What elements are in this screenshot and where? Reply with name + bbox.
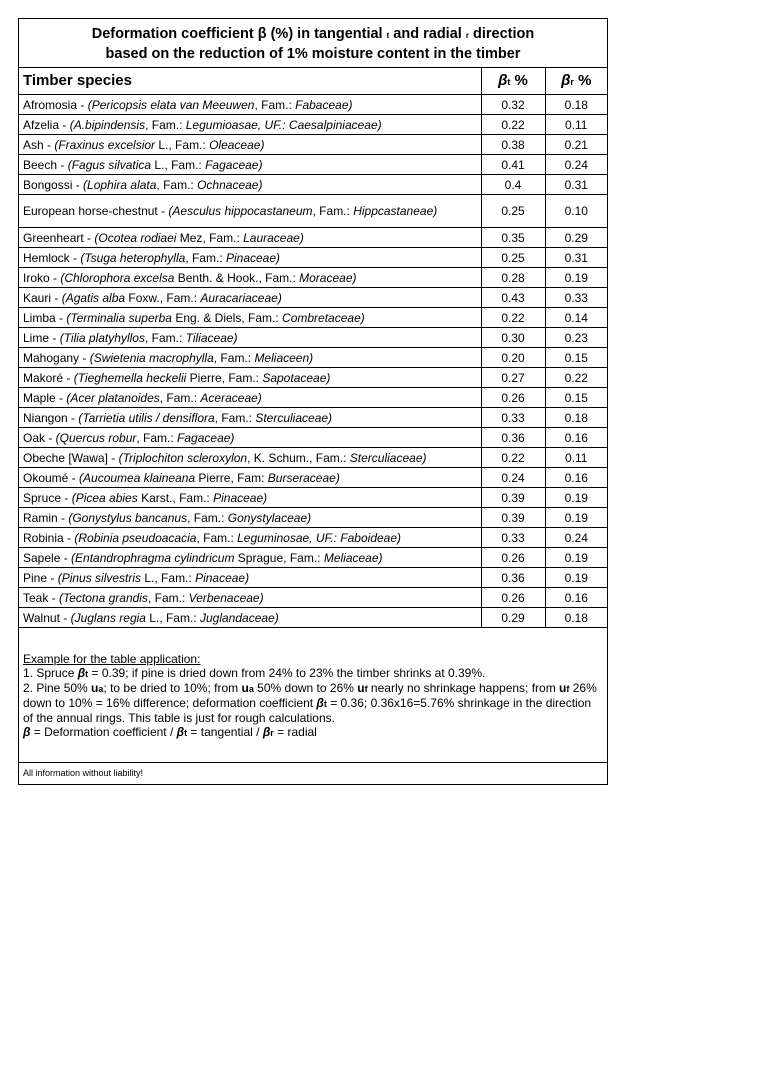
beta-r-cell: 0.24 (545, 155, 607, 175)
beta-r-cell: 0.16 (545, 428, 607, 448)
example-section (19, 628, 607, 763)
species-cell: Beech - (Fagus silvatica L., Fam.: Fagaceae) (19, 155, 481, 175)
species-cell: Bongossi - (Lophira alata, Fam.: Ochnaceae) (19, 175, 481, 195)
beta-t-cell: 0.4 (481, 175, 545, 195)
species-cell: Teak - (Tectona grandis, Fam.: Verbenaceae) (19, 588, 481, 608)
beta-r-cell: 0.19 (545, 548, 607, 568)
table-row (19, 468, 607, 488)
beta-r-cell: 0.23 (545, 328, 607, 348)
example-line-1: 1. Spruce βt = 0.39; if pine is dried down from 24% to 23% the timber shrinks at 0.39%. (23, 666, 486, 680)
table-row (19, 175, 607, 195)
beta-t-cell: 0.25 (481, 248, 545, 268)
table-title (19, 19, 607, 68)
beta-t-cell: 0.20 (481, 348, 545, 368)
beta-r-cell: 0.18 (545, 95, 607, 115)
species-cell: Mahogany - (Swietenia macrophylla, Fam.: Meliaceen) (19, 348, 481, 368)
header-beta-t: βt % (481, 68, 545, 95)
beta-r-cell: 0.24 (545, 528, 607, 548)
beta-r-cell: 0.11 (545, 448, 607, 468)
table-row (19, 568, 607, 588)
beta-t-cell: 0.27 (481, 368, 545, 388)
species-cell: Limba - (Terminalia superba Eng. & Diels, Fam.: Combretaceae) (19, 308, 481, 328)
beta-t-cell: 0.33 (481, 528, 545, 548)
beta-r-cell: 0.15 (545, 388, 607, 408)
beta-r-cell: 0.29 (545, 228, 607, 248)
beta-t-cell: 0.22 (481, 115, 545, 135)
species-cell: Makoré - (Tieghemella heckelii Pierre, Fam.: Sapotaceae) (19, 368, 481, 388)
beta-r-cell: 0.14 (545, 308, 607, 328)
beta-t-cell: 0.26 (481, 588, 545, 608)
beta-t-cell: 0.22 (481, 448, 545, 468)
beta-r-cell: 0.19 (545, 268, 607, 288)
table-row (19, 115, 607, 135)
table-row (19, 95, 607, 115)
species-cell: Okoumé - (Aucoumea klaineana Pierre, Fam: Burseraceae) (19, 468, 481, 488)
beta-r-cell: 0.19 (545, 508, 607, 528)
example-line-3: β = Deformation coefficient / βt = tangential / βr = radial (23, 725, 317, 739)
table-row (19, 408, 607, 428)
table-row (19, 155, 607, 175)
table-row (19, 268, 607, 288)
table-row (19, 388, 607, 408)
beta-t-cell: 0.26 (481, 388, 545, 408)
beta-r-cell: 0.22 (545, 368, 607, 388)
beta-t-cell: 0.41 (481, 155, 545, 175)
species-cell: Hemlock - (Tsuga heterophylla, Fam.: Pinaceae) (19, 248, 481, 268)
species-cell: Greenheart - (Ocotea rodiaei Mez, Fam.: Lauraceae) (19, 228, 481, 248)
beta-r-cell: 0.19 (545, 568, 607, 588)
header-beta-r: βr % (545, 68, 607, 95)
title-line-1: Deformation coefficient β (%) in tangential t and radial r direction (91, 26, 535, 42)
species-cell: Afromosia - (Pericopsis elata van Meeuwen, Fam.: Fabaceae) (19, 95, 481, 115)
species-cell: Sapele - (Entandrophragma cylindricum Sprague, Fam.: Meliaceae) (19, 548, 481, 568)
table-row (19, 135, 607, 155)
beta-r-cell: 0.33 (545, 288, 607, 308)
beta-t-cell: 0.28 (481, 268, 545, 288)
species-cell: Kauri - (Agatis alba Foxw., Fam.: Auracariaceae) (19, 288, 481, 308)
table-row (19, 488, 607, 508)
header-row (19, 68, 607, 95)
table-body (19, 95, 607, 628)
species-cell: Niangon - (Tarrietia utilis / densiflora, Fam.: Sterculiaceae) (19, 408, 481, 428)
beta-t-cell: 0.30 (481, 328, 545, 348)
table-row (19, 528, 607, 548)
species-cell: Ramin - (Gonystylus bancanus, Fam.: Gonystylaceae) (19, 508, 481, 528)
species-cell: European horse-chestnut - (Aesculus hippocastaneum, Fam.: Hippcastaneae) (19, 195, 481, 228)
beta-t-cell: 0.43 (481, 288, 545, 308)
beta-r-cell: 0.16 (545, 588, 607, 608)
beta-r-cell: 0.18 (545, 608, 607, 628)
beta-r-cell: 0.31 (545, 175, 607, 195)
species-cell: Robinia - (Robinia pseudoacacia, Fam.: Leguminosae, UF.: Faboideae) (19, 528, 481, 548)
beta-t-cell: 0.39 (481, 488, 545, 508)
beta-r-cell: 0.21 (545, 135, 607, 155)
table-row (19, 328, 607, 348)
beta-r-cell: 0.18 (545, 408, 607, 428)
header-species: Timber species (19, 68, 481, 95)
table-row (19, 588, 607, 608)
table-row (19, 308, 607, 328)
species-cell: Lime - (Tilia platyhyllos, Fam.: Tiliaceae) (19, 328, 481, 348)
beta-t-cell: 0.33 (481, 408, 545, 428)
beta-t-cell: 0.24 (481, 468, 545, 488)
species-cell: Oak - (Quercus robur, Fam.: Fagaceae) (19, 428, 481, 448)
table-row (19, 548, 607, 568)
beta-t-cell: 0.35 (481, 228, 545, 248)
beta-t-cell: 0.38 (481, 135, 545, 155)
table-row (19, 195, 607, 228)
table-row (19, 288, 607, 308)
species-cell: Spruce - (Picea abies Karst., Fam.: Pinaceae) (19, 488, 481, 508)
beta-t-cell: 0.25 (481, 195, 545, 228)
species-cell: Maple - (Acer platanoides, Fam.: Aceraceae) (19, 388, 481, 408)
beta-r-cell: 0.15 (545, 348, 607, 368)
timber-table-sheet (18, 18, 608, 785)
example-heading: Example for the table application: (23, 652, 201, 666)
title-line-2: based on the reduction of 1% moisture content in the timber (105, 46, 521, 62)
beta-r-cell: 0.10 (545, 195, 607, 228)
table-row (19, 248, 607, 268)
beta-t-cell: 0.36 (481, 568, 545, 588)
species-cell: Ash - (Fraxinus excelsior L., Fam.: Oleaceae) (19, 135, 481, 155)
beta-t-cell: 0.29 (481, 608, 545, 628)
example-line-2: 2. Pine 50% ua; to be dried to 10%; from ua 50% down to 26% uf nearly no shrinkage happens; from uf 26% down to 10% = 16% difference; deformation coefficient βt = 0.36; 0.36x16=5.76% shrinkage in the direction of the annual rings. This table is just for rough calculations. (23, 681, 597, 725)
species-cell: Walnut - (Juglans regia L., Fam.: Juglandaceae) (19, 608, 481, 628)
table-row (19, 508, 607, 528)
beta-r-cell: 0.11 (545, 115, 607, 135)
species-cell: Iroko - (Chlorophora excelsa Benth. & Hook., Fam.: Moraceae) (19, 268, 481, 288)
beta-t-cell: 0.39 (481, 508, 545, 528)
species-cell: Pine - (Pinus silvestris L., Fam.: Pinaceae) (19, 568, 481, 588)
beta-r-cell: 0.31 (545, 248, 607, 268)
beta-t-cell: 0.32 (481, 95, 545, 115)
footer-disclaimer: All information without liability! (23, 768, 144, 778)
table-row (19, 228, 607, 248)
species-cell: Afzelia - (A.bipindensis, Fam.: Legumioasae, UF.: Caesalpiniaceae) (19, 115, 481, 135)
table-row (19, 428, 607, 448)
beta-t-cell: 0.26 (481, 548, 545, 568)
species-cell: Obeche [Wawa] - (Triplochiton scleroxylon, K. Schum., Fam.: Sterculiaceae) (19, 448, 481, 468)
beta-r-cell: 0.16 (545, 468, 607, 488)
table-row (19, 348, 607, 368)
beta-r-cell: 0.19 (545, 488, 607, 508)
beta-t-cell: 0.36 (481, 428, 545, 448)
table-row (19, 368, 607, 388)
beta-t-cell: 0.22 (481, 308, 545, 328)
deformation-table (19, 68, 607, 628)
table-row (19, 448, 607, 468)
table-row (19, 608, 607, 628)
